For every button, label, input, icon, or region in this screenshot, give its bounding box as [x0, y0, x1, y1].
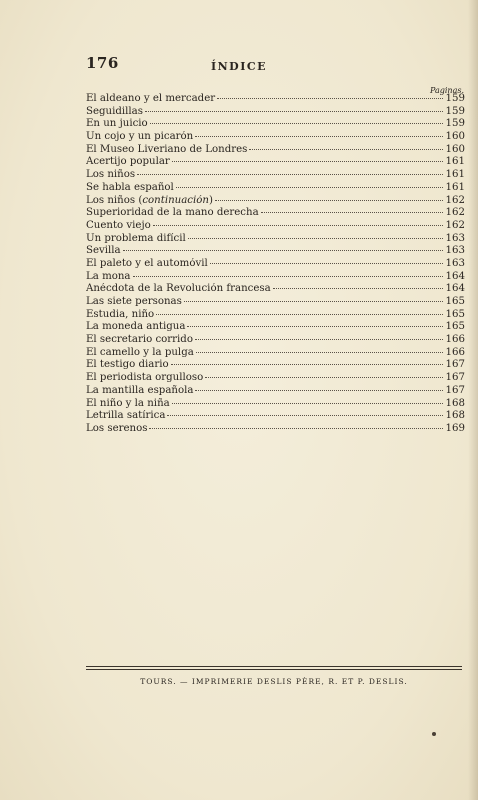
dot-leader [172, 161, 443, 162]
entry-title: Estudia, niño [86, 308, 155, 320]
dot-leader [261, 212, 443, 213]
entry-page-number: 168 [445, 397, 465, 409]
entry-page-number: 159 [445, 105, 465, 117]
index-entry [86, 334, 465, 347]
entry-page-number: 161 [445, 169, 465, 181]
entry-page-number: 165 [445, 296, 465, 307]
index-entry [86, 220, 465, 233]
dot-leader [195, 136, 443, 137]
entry-title: El Museo Liveriano de Londres [86, 143, 248, 155]
entry-page-number: 169 [445, 422, 465, 434]
dot-leader [195, 339, 443, 340]
entry-title: Sevilla [86, 245, 121, 257]
entry-page-number: 161 [445, 181, 465, 193]
dot-leader [133, 276, 443, 277]
index-entry [86, 195, 465, 208]
entry-page-number: 159 [445, 93, 465, 104]
entry-title: Superioridad de la mano derecha [86, 207, 259, 219]
entry-page-number: 160 [445, 131, 465, 143]
entry-title: Los niños (continuación) [86, 194, 213, 206]
entry-page-number: 163 [445, 245, 465, 257]
page-edge-shadow [468, 0, 478, 800]
index-entry [86, 410, 465, 423]
entry-title: La moneda antigua [86, 321, 186, 333]
dot-leader [205, 377, 443, 378]
dot-leader [188, 238, 443, 239]
entry-page-number: 165 [445, 308, 465, 320]
entry-title: Se habla español [86, 181, 174, 193]
entry-page-number: 162 [445, 194, 465, 206]
entry-title: Un problema difícil [86, 232, 186, 244]
index-entry [86, 207, 465, 220]
dot-leader [149, 428, 443, 429]
entry-page-number: 167 [445, 384, 465, 396]
entry-page-number: 163 [445, 257, 465, 269]
index-entry [86, 296, 465, 309]
dot-leader [150, 123, 443, 124]
index-entry [86, 347, 465, 360]
dot-leader [210, 263, 443, 264]
dot-leader [172, 403, 443, 404]
entry-page-number: 166 [445, 346, 465, 358]
dot-leader [167, 415, 443, 416]
entry-title: El periodista orgulloso [86, 372, 204, 384]
dot-leader [176, 187, 443, 188]
index-entry [86, 156, 465, 169]
entry-title: Seguidillas [86, 105, 143, 117]
entry-page-number: 159 [445, 118, 465, 130]
index-entry [86, 321, 465, 334]
entry-page-number: 166 [445, 334, 465, 346]
index-entry [86, 359, 465, 372]
page-number: 176 [86, 54, 119, 72]
entry-title: El secretario corrido [86, 334, 193, 346]
index-entry [86, 258, 465, 271]
entry-page-number: 162 [445, 219, 465, 231]
entry-title: El testigo diario [86, 359, 169, 371]
dot-leader [184, 301, 443, 302]
footer-rule-thick [86, 666, 462, 667]
entry-page-number: 168 [445, 410, 465, 422]
entry-title: Las siete personas [86, 296, 182, 307]
footer-rule-thin [86, 669, 462, 670]
entry-title: Letrilla satírica [86, 410, 166, 422]
dot-leader [249, 149, 443, 150]
index-entry [86, 144, 465, 157]
dot-leader [145, 111, 443, 112]
entry-title: Un cojo y un picarón [86, 131, 194, 143]
index-entry [86, 182, 465, 195]
entry-title-text: Los niños [86, 194, 136, 206]
dot-leader [196, 352, 443, 353]
entry-page-number: 161 [445, 156, 465, 168]
dot-leader [123, 250, 443, 251]
index-entry [86, 309, 465, 322]
index-entry [86, 106, 465, 119]
entry-page-number: 165 [445, 321, 465, 333]
entry-title: Acertijo popular [86, 156, 170, 168]
index-entry [86, 271, 465, 284]
dot-leader [137, 174, 443, 175]
entry-title: Los serenos [86, 422, 148, 434]
entry-page-number: 164 [445, 283, 465, 295]
index-entry [86, 118, 465, 131]
entry-title: El niño y la niña [86, 397, 170, 409]
page-title: ÍNDICE [210, 60, 268, 73]
dot-leader [215, 200, 443, 201]
index-entry [86, 385, 465, 398]
index-entry [86, 93, 465, 106]
dot-leader [217, 98, 443, 99]
index-entry [86, 372, 465, 385]
entry-page-number: 162 [445, 207, 465, 219]
entry-title: El camello y la pulga [86, 346, 194, 358]
index-entry [86, 283, 465, 296]
index-entry [86, 398, 465, 411]
index-entry [86, 169, 465, 182]
entry-title: El aldeano y el mercader [86, 93, 216, 104]
entry-title: El paleto y el automóvil [86, 257, 208, 269]
index-list [86, 93, 465, 436]
dot-leader [153, 225, 443, 226]
dot-leader [273, 288, 443, 289]
index-entry [86, 245, 465, 258]
entry-title: En un juicio [86, 118, 148, 130]
entry-title: Anécdota de la Revolución francesa [86, 283, 271, 295]
dot-leader [195, 390, 443, 391]
dot-leader [156, 314, 443, 315]
index-entry [86, 423, 465, 436]
index-entry [86, 233, 465, 246]
entry-page-number: 160 [445, 143, 465, 155]
dot-leader [187, 326, 443, 327]
entry-title: Los niños [86, 169, 136, 181]
entry-title-italic: continuación [142, 194, 209, 206]
entry-title: La mantilla española [86, 384, 194, 396]
index-entry [86, 131, 465, 144]
entry-page-number: 164 [445, 270, 465, 282]
entry-page-number: 167 [445, 359, 465, 371]
pages-column-header: Paginas. [429, 86, 464, 95]
paper-speck [432, 732, 436, 736]
entry-title: Cuento viejo [86, 219, 151, 231]
entry-page-number: 167 [445, 372, 465, 384]
entry-title: La mona [86, 270, 131, 282]
printer-imprint: TOURS. — IMPRIMERIE DESLIS PÈRE, R. ET P. DESLIS. [140, 677, 408, 686]
dot-leader [171, 364, 443, 365]
entry-page-number: 163 [445, 232, 465, 244]
